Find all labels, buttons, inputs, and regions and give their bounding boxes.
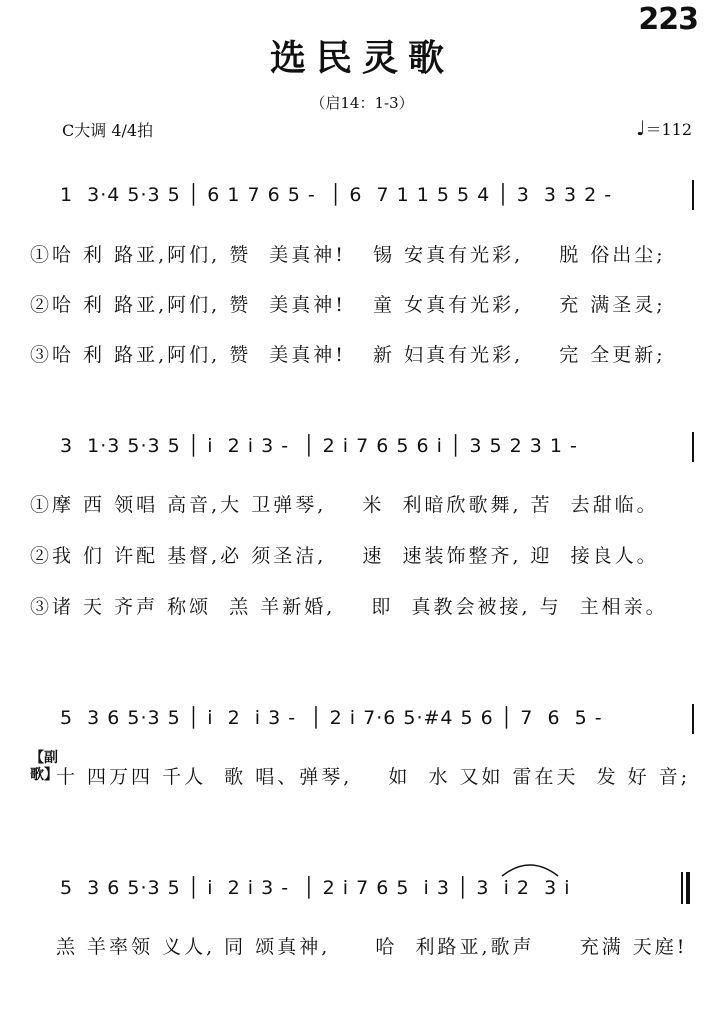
- end-barline-thin: [681, 872, 683, 904]
- lyric-line-1-1: ①哈 利 路亚,阿们, 赞 美真神! 锡 安真有光彩, 脱 俗出尘;: [30, 244, 666, 266]
- lyric-line-1-2: ②哈 利 路亚,阿们, 赞 美真神! 童 女真有光彩, 充 满圣灵;: [30, 294, 666, 316]
- lyric-line-2-1: ①摩 西 领唱 高音,大 卫弹琴, 米 利暗欣歌舞, 苦 去甜临。: [30, 494, 659, 516]
- end-barline-thick: [686, 872, 690, 904]
- quarter-note-icon: ♩: [636, 116, 646, 140]
- scripture-reference: （启14：1-3）: [310, 94, 414, 112]
- tempo-value: ＝112: [645, 120, 692, 139]
- lyric-line-4-1: 羔 羊率领 义人, 同 颂真神, 哈 利路亚,歌声 充满 天庭!: [56, 936, 688, 958]
- notation-line-3: 5 3 6 5·3 5 │ i 2 i 3 - │ 2 i 7·6 5·#4 5 6 │ 7 6 5 -: [60, 707, 603, 729]
- notation-line-1: 1 3·4 5·3 5 │ 6 1 7 6 5 - │ 6 7 1 1 5 5 4 │ 3 3 3 2 -: [60, 184, 613, 206]
- lyric-line-2-2: ②我 们 许配 基督,必 须圣洁, 速 速装饰整齐, 迎 接良人。: [30, 545, 659, 567]
- notation-line-2: 3 1·3 5·3 5 │ i 2 i 3 - │ 2 i 7 6 5 6 i │ 3 5 2 3 1 -: [60, 435, 578, 457]
- key-and-meter: C大调 4/4拍: [62, 121, 154, 140]
- song-title: 选民灵歌: [269, 38, 454, 79]
- lyric-line-1-3: ③哈 利 路亚,阿们, 赞 美真神! 新 妇真有光彩, 完 全更新;: [30, 344, 666, 366]
- final-barline-1: [692, 180, 694, 210]
- lyric-line-2-3: ③诸 天 齐声 称颂 羔 羊新婚, 即 真教会被接, 与 主相亲。: [30, 596, 668, 618]
- final-barline-2: [692, 432, 694, 462]
- tie-mark: [500, 858, 560, 878]
- tempo-marking: [636, 116, 692, 140]
- page-number: 223: [638, 2, 698, 37]
- final-barline-3: [692, 704, 694, 734]
- lyric-line-3-1: 十 四万四 千人 歌 唱、弹琴, 如 水 又如 雷在天 发 好 音;: [56, 766, 691, 788]
- chorus-tag: 【副歌】: [30, 750, 58, 783]
- notation-line-4: 5 3 6 5·3 5 │ i 2 i 3 - │ 2 i 7 6 5 i 3 │ 3 i 2 3 i: [60, 877, 571, 899]
